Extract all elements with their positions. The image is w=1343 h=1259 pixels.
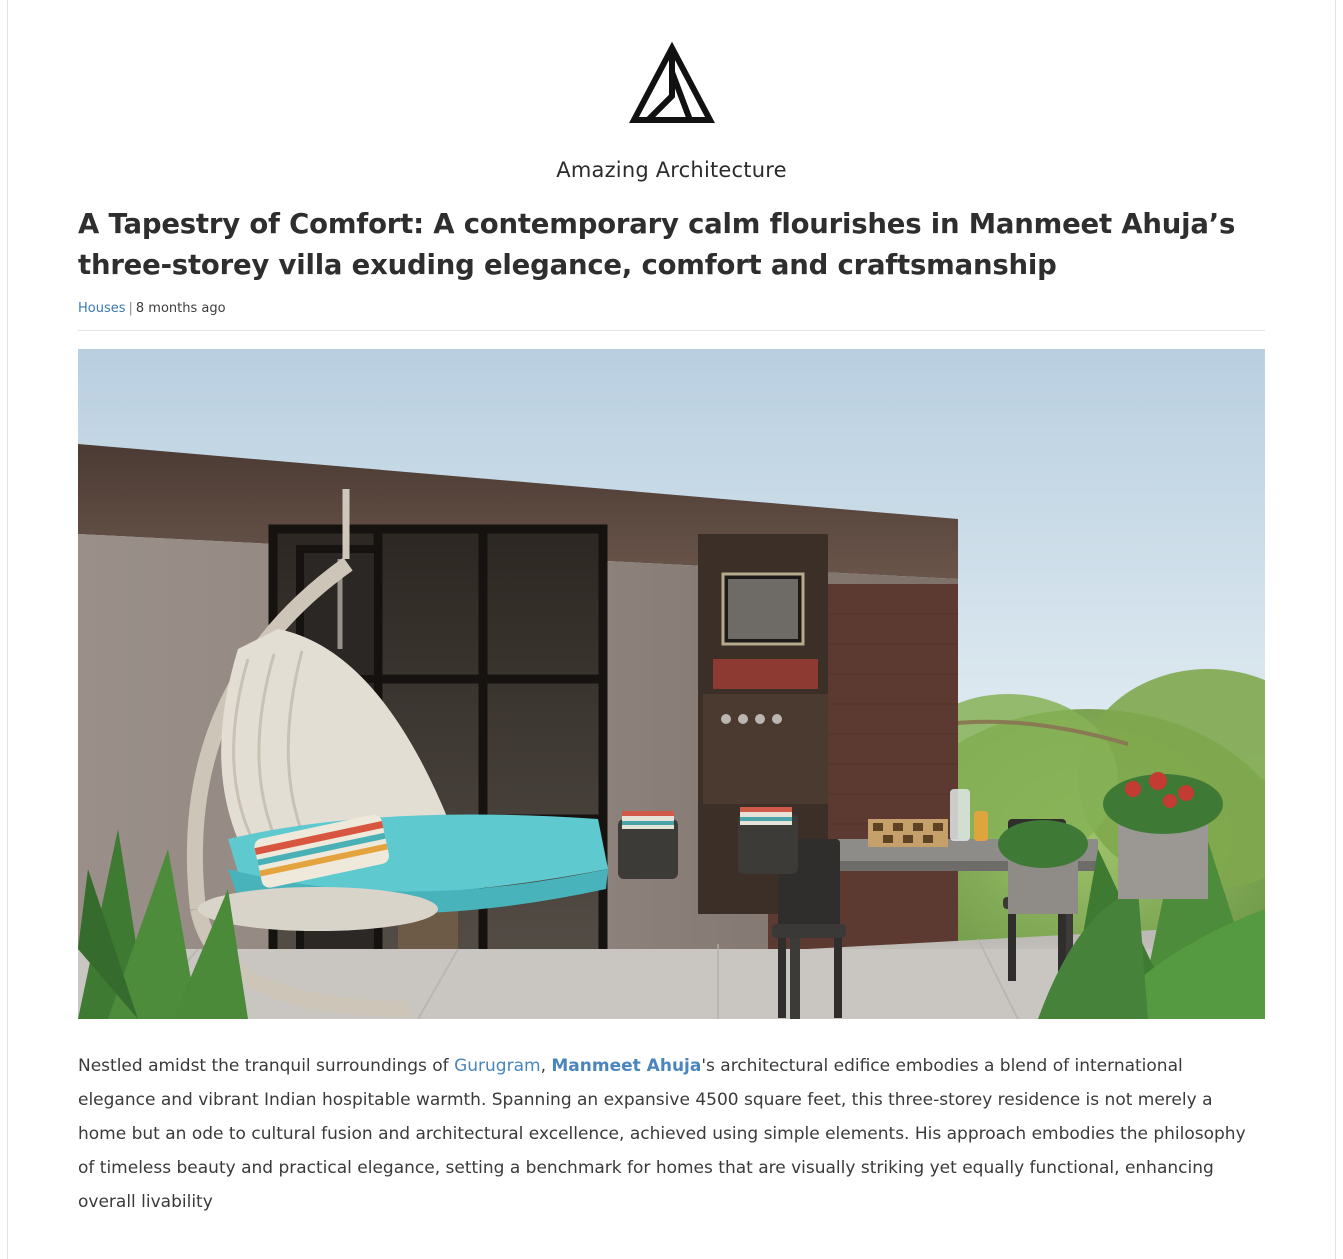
triangle-monogram-logo-icon[interactable] (624, 38, 720, 134)
body-text-part-3: 's architectural edifice embodies a blend of international elegance and vibrant Indian hospitable warmth. Spanning an expansive 4500 square feet, this three-storey residence is not merely a home but an ode to cultural fusion and architectural excellence, achieved using simple elements. His approach embodies the philosophy of timeless beauty and practical elegance, setting a benchmark for homes that are visually striking yet equally functional, enhancing overall livability (78, 1056, 1246, 1213)
site-masthead (0, 0, 1343, 182)
article-header (0, 182, 1343, 331)
page-border-right (1335, 0, 1336, 1259)
article-meta (78, 301, 1265, 331)
site-name: Amazing Architecture (556, 158, 787, 182)
meta-separator: | (128, 301, 133, 317)
page-title: A Tapestry of Comfort: A contemporary calm flourishes in Manmeet Ahuja’s three-storey villa exuding elegance, comfort and craftsmanship (78, 208, 1236, 281)
article-timestamp: 8 months ago (135, 301, 226, 317)
body-text-part-1: Nestled amidst the tranquil surroundings of (78, 1056, 455, 1077)
page-border-left (7, 0, 8, 1259)
article-hero-image (78, 349, 1265, 1019)
manmeet-ahuja-link[interactable]: Manmeet Ahuja (551, 1056, 702, 1077)
article-paragraph (78, 1049, 1265, 1219)
gurugram-link[interactable]: Gurugram (454, 1056, 541, 1077)
article-category-link[interactable]: Houses (78, 301, 126, 317)
article-body (0, 1019, 1343, 1259)
body-text-part-2: , (540, 1056, 552, 1077)
